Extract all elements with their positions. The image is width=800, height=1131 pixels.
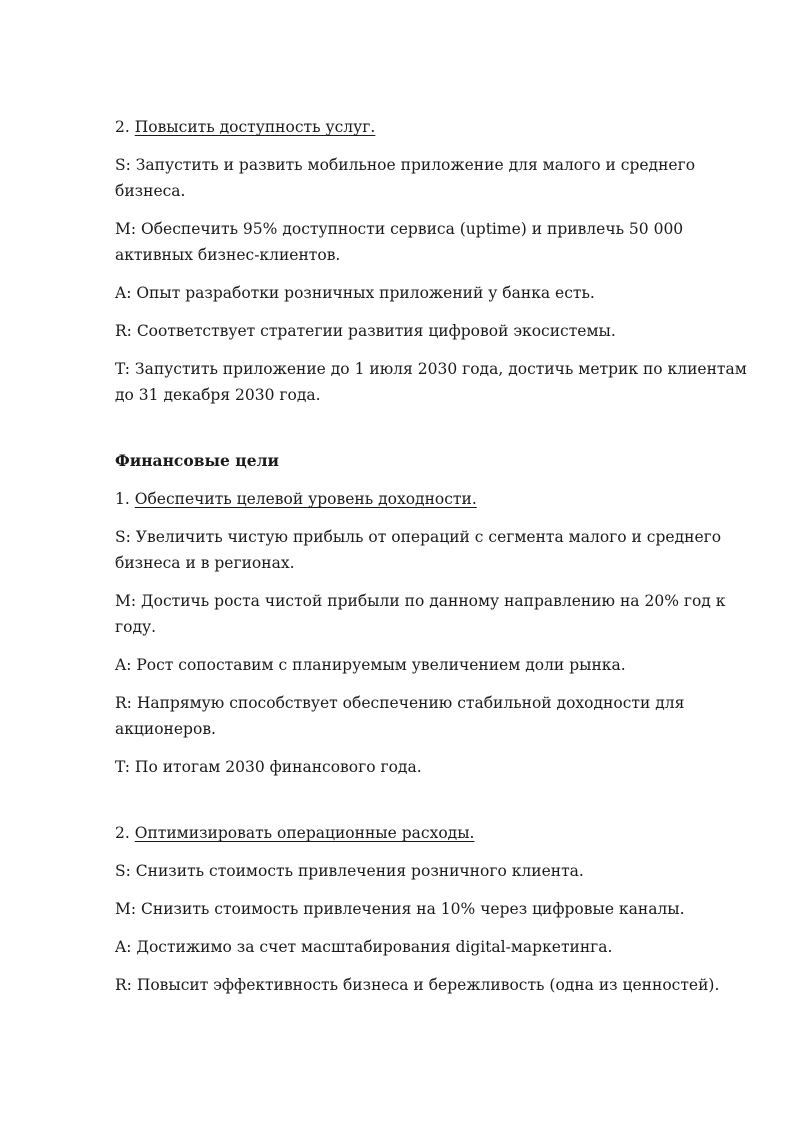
goal-title-text: Повысить доступность услуг.: [134, 118, 376, 136]
goal-relevant: R: Напрямую способствует обеспечению стабильной доходности для акционеров.: [115, 694, 685, 738]
goal-number: 1.: [115, 490, 130, 508]
goal-specific: S: Запустить и развить мобильное приложение для малого и среднего бизнеса.: [115, 156, 696, 200]
goal-relevant: R: Повысит эффективность бизнеса и бережливость (одна из ценностей).: [115, 976, 720, 994]
goal-measurable: M: Обеспечить 95% доступности сервиса (uptime) и привлечь 50 000 активных бизнес-клиентов.: [115, 220, 684, 264]
goal-title: [115, 114, 755, 140]
goal-time-bound: T: По итогам 2030 финансового года.: [115, 758, 422, 776]
goal-number: 2.: [115, 824, 130, 842]
goal-specific: S: Снизить стоимость привлечения розничного клиента.: [115, 862, 584, 880]
goal-specific: S: Увеличить чистую прибыль от операций с сегмента малого и среднего бизнеса и в регионах.: [115, 528, 722, 572]
goal-title: [115, 820, 755, 846]
section-heading: Финансовые цели: [115, 451, 280, 470]
goal-title: [115, 486, 755, 512]
goal-measurable: M: Достичь роста чистой прибыли по данному направлению на 20% год к году.: [115, 592, 726, 636]
goal-achievable: A: Рост сопоставим с планируемым увеличением доли рынка.: [115, 656, 626, 674]
goal-title-text: Оптимизировать операционные расходы.: [134, 824, 475, 842]
goal-title-text: Обеспечить целевой уровень доходности.: [134, 490, 477, 508]
document-page: [115, 114, 755, 1010]
goal-number: 2.: [115, 118, 130, 136]
goal-relevant: R: Соответствует стратегии развития цифровой экосистемы.: [115, 322, 616, 340]
goal-time-bound: T: Запустить приложение до 1 июля 2030 года, достичь метрик по клиентам до 31 декабря 2030 года.: [115, 360, 747, 404]
goal-measurable: M: Снизить стоимость привлечения на 10% через цифровые каналы.: [115, 900, 685, 918]
goal-achievable: A: Опыт разработки розничных приложений у банка есть.: [115, 284, 595, 302]
goal-achievable: A: Достижимо за счет масштабирования digital-маркетинга.: [115, 938, 613, 956]
